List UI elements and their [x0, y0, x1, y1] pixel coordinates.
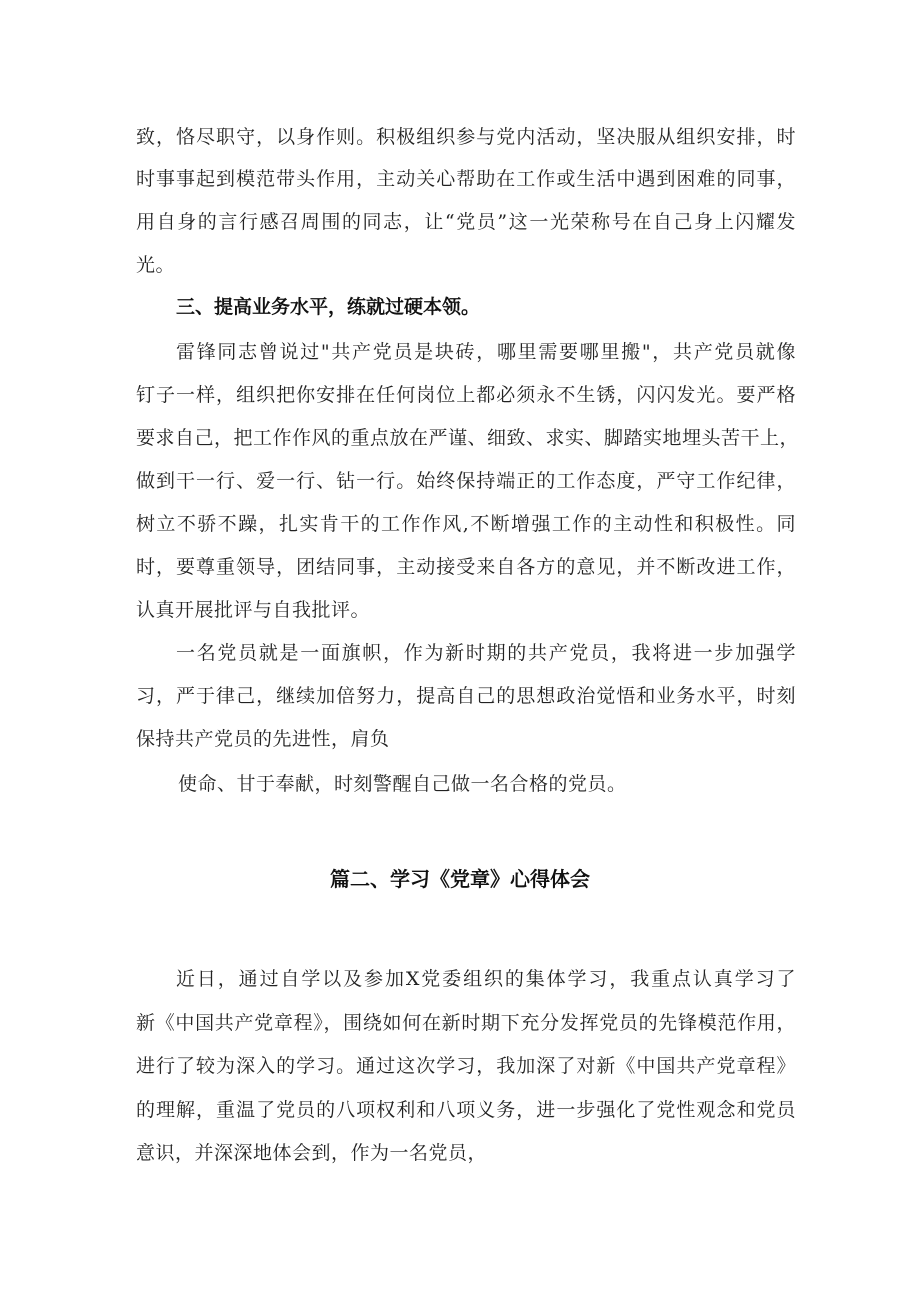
- body-line: 做到干一行、爱一行、钻一行。始终保持端正的工作态度，严守工作纪律，: [136, 470, 796, 492]
- body-line: 意识，并深深地体会到，作为一名党员，: [136, 1142, 488, 1164]
- body-line: 的理解，重温了党员的八项权利和八项义务，进一步强化了党性观念和党员: [136, 1099, 796, 1121]
- body-line: 钉子一样，组织把你安排在任何岗位上都必须永不生锈，闪闪发光。要严格: [136, 384, 796, 406]
- body-line: 雷锋同志曾说过"共产党员是块砖，哪里需要哪里搬"，共产党员就像: [176, 341, 796, 363]
- body-line: 致，恪尽职守，以身作则。积极组织参与党内活动，坚决服从组织安排，时: [136, 126, 796, 148]
- body-line: 要求自己，把工作作风的重点放在严谨、细致、求实、脚踏实地埋头苦干上，: [136, 427, 800, 449]
- body-line: 新《中国共产党章程》，围绕如何在新时期下充分发挥党员的先锋模范作用，: [136, 1012, 796, 1034]
- body-line: 使命、甘于奉献，时刻警醒自己做一名合格的党员。: [178, 773, 627, 795]
- body-line: 一名党员就是一面旗帜，作为新时期的共产党员，我将进一步加强学: [176, 642, 796, 664]
- page-title: 篇二、学习《党章》心得体会: [330, 867, 590, 891]
- body-line: 用自身的言行感召周围的同志，让“党员”这一光荣称号在自己身上闪耀发: [136, 211, 796, 233]
- body-line: 光。: [136, 254, 176, 276]
- body-line: 习，严于律己，继续加倍努力，提高自己的思想政治觉悟和业务水平，时刻: [136, 685, 796, 707]
- body-line: 时，要尊重领导，团结同事，主动接受来自各方的意见，并不断改进工作，: [136, 556, 796, 578]
- body-line: 保持共产党员的先进性，肩负: [136, 728, 390, 750]
- body-line: 时事事起到模范带头作用，主动关心帮助在工作或生活中遇到困难的同事，: [136, 168, 796, 190]
- section-heading: 三、提高业务水平，练就过硬本领。: [176, 296, 481, 318]
- body-line: 树立不骄不躁，扎实肯干的工作作风,不断增强工作的主动性和积极性。同: [136, 513, 796, 535]
- body-line: 进行了较为深入的学习。通过这次学习，我加深了对新《中国共产党章程》: [136, 1055, 796, 1077]
- body-line: 近日，通过自学以及参加X党委组织的集体学习，我重点认真学习了: [176, 968, 796, 990]
- body-line: 认真开展批评与自我批评。: [136, 599, 371, 621]
